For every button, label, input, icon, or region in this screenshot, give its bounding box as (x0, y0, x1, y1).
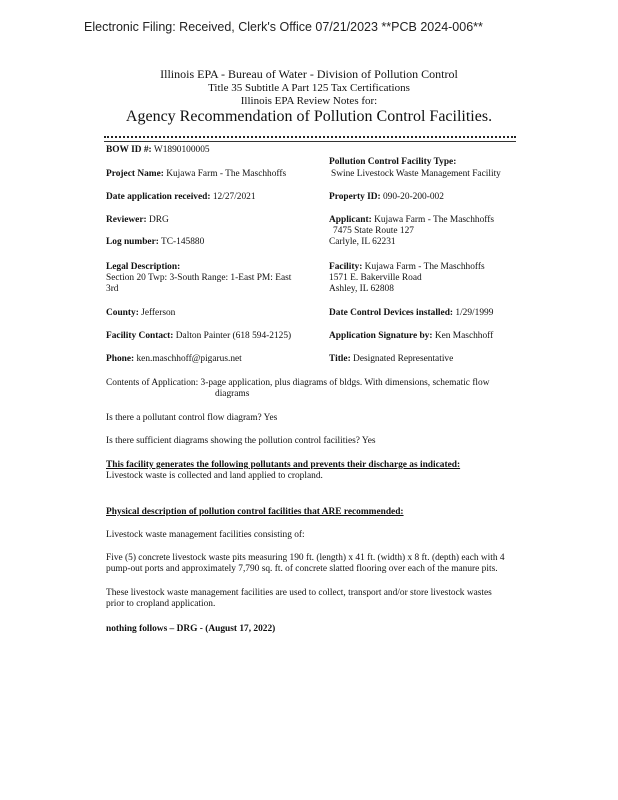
applicant-value: Kujawa Farm - The Maschhoffs (371, 215, 495, 225)
applicant-field (329, 215, 494, 226)
county-label: County: (106, 308, 139, 318)
diagrams-question: Is there sufficient diagrams showing the pollution control facilities? Yes (106, 436, 376, 446)
property-id-value: 090-20-200-002 (380, 192, 444, 202)
project-name-value: Kujawa Farm - The Maschhoffs (163, 169, 287, 179)
facility-value: Kujawa Farm - The Maschhoffs (362, 262, 485, 272)
bow-id-value: W1890100005 (151, 145, 210, 155)
county-field (106, 308, 175, 319)
pollutants-text: Livestock waste is collected and land applied to cropland. (106, 471, 323, 481)
waste-pits-line1: Five (5) concrete livestock waste pits measuring 190 ft. (length) x 41 ft. (width) x 8 ft. (depth) each with 4 (106, 553, 505, 563)
project-name-field (106, 169, 286, 180)
log-number-value: TC-145880 (158, 237, 205, 247)
usage-line2: prior to cropland application. (106, 599, 216, 609)
title-value: Designated Representative (350, 354, 454, 364)
waste-pits-line2: pump-out ports and approximately 7,790 sq. ft. of concrete slatted flooring over each of the manure pits. (106, 564, 498, 574)
title-label: Title: (329, 354, 351, 364)
facility-type-value: Swine Livestock Waste Management Facility (331, 169, 501, 179)
reviewer-field (106, 215, 169, 226)
date-received-value: 12/27/2021 (210, 192, 256, 202)
physical-description-heading: Physical description of pollution control facilities that ARE recommended: (106, 507, 404, 517)
log-number-label: Log number: (106, 237, 159, 247)
bow-id-field (106, 145, 210, 156)
reviewer-label: Reviewer: (106, 215, 147, 225)
phone-label: Phone: (106, 354, 135, 364)
date-installed-field (329, 308, 493, 319)
date-installed-label: Date Control Devices installed: (329, 308, 454, 318)
applicant-address-line1: 7475 State Route 127 (333, 226, 414, 236)
flow-diagram-question: Is there a pollutant control flow diagram? Yes (106, 413, 278, 423)
header-divider-line (104, 141, 516, 142)
log-number-field (106, 237, 204, 248)
physical-description-intro: Livestock waste management facilities consisting of: (106, 530, 305, 540)
header-agency-line: Illinois EPA - Bureau of Water - Division of Pollution Control (160, 67, 458, 81)
application-signature-field (329, 331, 493, 342)
header-title-line: Title 35 Subtitle A Part 125 Tax Certifications (208, 82, 410, 94)
property-id-label: Property ID: (329, 192, 381, 202)
date-received-field (106, 192, 256, 203)
filing-stamp: Electronic Filing: Received, Clerk's Office 07/21/2023 **PCB 2024-006** (84, 20, 483, 34)
usage-line1: These livestock waste management facilities are used to collect, transport and/or store livestock wastes (106, 588, 492, 598)
facility-contact-field (106, 331, 291, 342)
header-review-notes-line: Illinois EPA Review Notes for: (240, 95, 378, 107)
contents-line2: diagrams (215, 389, 250, 399)
facility-address-line1: 1571 E. Bakerville Road (329, 273, 422, 283)
applicant-address-line2: Carlyle, IL 62231 (329, 237, 396, 247)
facility-label: Facility: (329, 262, 363, 272)
legal-description-line2: 3rd (106, 284, 119, 294)
project-name-label: Project Name: (106, 169, 164, 179)
contents-line1: Contents of Application: 3-page application, plus diagrams of bldgs. With dimensions, schematic flow (106, 378, 490, 388)
phone-value: ken.maschhoff@pigarus.net (134, 354, 242, 364)
facility-field (329, 262, 485, 273)
reviewer-value: DRG (146, 215, 169, 225)
applicant-label: Applicant: (329, 215, 372, 225)
property-id-field (329, 192, 444, 203)
facility-type-label: Pollution Control Facility Type: (329, 157, 457, 167)
bow-id-label: BOW ID #: (106, 145, 152, 155)
header-divider-dotted (104, 136, 516, 138)
legal-description-label: Legal Description: (106, 262, 181, 272)
date-received-label: Date application received: (106, 192, 211, 202)
facility-address-line2: Ashley, IL 62808 (329, 284, 394, 294)
date-installed-value: 1/29/1999 (453, 308, 494, 318)
application-signature-value: Ken Maschhoff (432, 331, 494, 341)
page-title: Agency Recommendation of Pollution Control Facilities. (125, 108, 493, 125)
facility-contact-label: Facility Contact: (106, 331, 174, 341)
phone-field (106, 354, 242, 365)
title-field (329, 354, 453, 365)
facility-contact-value: Dalton Painter (618 594-2125) (173, 331, 292, 341)
application-signature-label: Application Signature by: (329, 331, 433, 341)
nothing-follows-note: nothing follows – DRG - (August 17, 2022) (106, 624, 276, 634)
pollutants-heading: This facility generates the following pollutants and prevents their discharge as indicated: (106, 460, 461, 470)
county-value: Jefferson (138, 308, 176, 318)
legal-description-line1: Section 20 Twp: 3-South Range: 1-East PM: East (106, 273, 292, 283)
